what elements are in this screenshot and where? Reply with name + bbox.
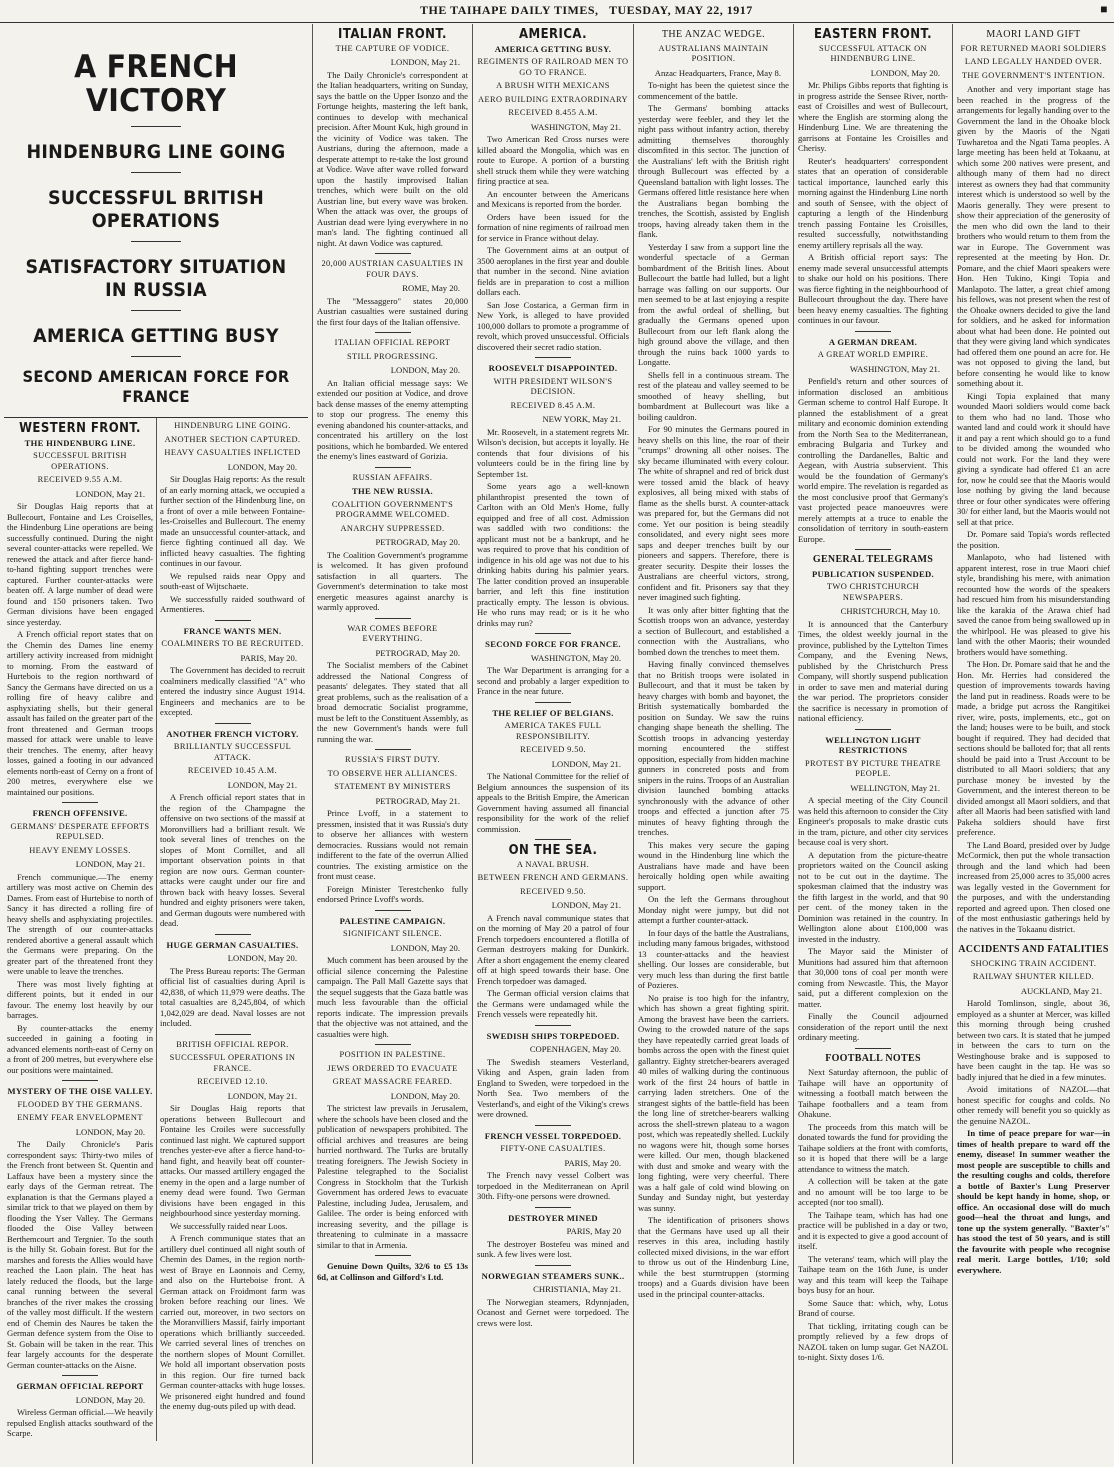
divider [535, 1025, 571, 1026]
paragraph: The Government has decided to recruit coalminers medically classified "A" who entered the industry since August 1914. Engineers and mechanics are to be excepted. [160, 665, 305, 717]
paragraph: Sir Douglas Haig reports: As the result of an early morning attack, we occupied a further section of the Hindenburg line, on a front of over a mile between Fontaine-les-Croiselles and Bullecourt. The enemy made an unsuccessful counter-attack, and fierce fighting continued all day. We inflicted heavy casualties. The fighting continues in our favour. [160, 474, 305, 568]
divider [131, 356, 181, 357]
paragraph: A British official report says: The enemy made several unsuccessful attempts to shake our hold on his positions. There was fierce fighting in the neighbourhood of Bullecourt throughout the day. There have been heavy enemy casualties. The fighting continues in our favour. [798, 252, 948, 325]
story-heading: ANOTHER FRENCH VICTORY. [166, 728, 299, 739]
paragraph: The National Committee for the relief of Belgium announces the suspension of its appeals to the British Empire, the American Government having assumed all financial responsibility for the work of the relief commission. [477, 771, 629, 834]
subheading: TO OBSERVE HER ALLIANCES. [327, 768, 458, 778]
paragraph: The German official version claims that the Germans were undamaged while the French vessels were repeatedly hit. [477, 988, 629, 1019]
paragraph: In four days of the battle the Australians, including many famous brigades, withstood 13 counter-attacks and the heaviest shelling. Our losses are considerable, but very much less than during the first battle of Pozieres. [638, 927, 789, 990]
headline-main: A FRENCH VICTORY [74, 49, 238, 119]
divider [131, 241, 181, 242]
section-heading: WESTERN FRONT. [19, 421, 141, 436]
divider [62, 802, 98, 803]
paragraph: Two American Red Cross nurses were killed aboard the Mongolia, which was en route to Europe. A portion of a bursting shell struck them while they were watching firing practice at sea. [477, 134, 629, 186]
subheading: AMERICA GETTING BUSY. [494, 43, 612, 54]
story-heading: 20,000 AUSTRIAN CASUALTIES IN FOUR DAYS. [321, 259, 464, 279]
story-heading: POSITION IN PALESTINE. [339, 1050, 446, 1059]
subheading: THE CAPTURE OF VODICE. [335, 43, 450, 53]
subheading: SUCCESSFUL OPERATIONS IN FRANCE. [169, 1053, 296, 1073]
section-heading: ITALIAN FRONT. [338, 27, 447, 42]
subheading: HEAVY ENEMY LOSSES. [29, 845, 131, 855]
paragraph: Next Saturday afternoon, the public of Taihape will have an opportunity of witnessing a football match between the Taihape footballers and a team from Ohakune. [798, 1067, 948, 1119]
paragraph: Mr. Roosevelt, in a statement regrets Mr. Wilson's decision, but accepts it loyally. He contends that four divisions of his volunteers could be in the firing line by September 1st. [477, 426, 629, 479]
dateline: PARIS, May 20 [566, 1226, 621, 1236]
paragraph: Some years ago a well-known philanthropist presented the town of Carlton with an Old Men's Home, fully equipped and free of all cost. Admission was saddled with two conditions: the applicant must not be a bankrupt, and he was required to prove that his condition of indigence in his old age was not due to his drinking habits during his palmier years. The latter condition proved an insuperable barrier, and left this fine institution practically empty. The lesson is obvious. He who runs may read; or is it he who drinks may run? [477, 481, 629, 628]
paragraph: By counter-attacks the enemy succeeded in gaining a footing in advanced elements north-east of Cerny on a front of 200 metres, but everywhere else our positions were maintained. [7, 1022, 153, 1075]
divider [855, 1048, 891, 1049]
paragraph: The Swedish steamers Vesterland, Viking and Aspen, grain laden from England to Sweden, were torpedoed in the North Sea. Two members of the Vesterland's, and eight of the Viking's crews were drowned. [477, 1056, 629, 1119]
subheading: THE HINDENBURG LINE. [24, 437, 136, 448]
divider [855, 729, 891, 730]
subheading: COALMINERS TO BE RECRUITED. [161, 639, 304, 648]
paragraph: We successfully raided near Loos. [170, 1220, 288, 1231]
paragraph: The Socialist members of the Cabinet addressed the National Congress of peasants' delegates. They stated that all great problems, such as the realisation of a broad democratic Socialist programme, must be left to the Constituent Assembly, as the new Government's hands were full running the war. [317, 660, 468, 744]
received-time: RECEIVED 12.10. [197, 1077, 268, 1086]
paragraph: Having finally convinced themselves that no British troops were isolated in Bullecourt, and that it must be taken by heavy charges with bomb and bayonet, the British systematically bombarded the position on Sunday. We saw the ruins changing shape beneath the shelling. The Scottish troops in advancing yesterday morning encountered the stiffest opposition, especially from hidden machine gunners in concreted posts and from snipers in the ruins. Troops of an Australian division launched bombing attacks synchronously with the advance of other troops and effected a junction after 75 minutes of heavy fighting through the trenches. [638, 659, 789, 837]
subheading: STATEMENT BY MINISTERS [334, 782, 451, 791]
paragraph: A deputation from the picture-theatre proprietors waited on the Council asking not to be cut out in the daytime. The spokesman claimed that the industry was the fifth largest in the world, and that 90 per cent. of the money taken in the Dominion was retained in the country. In Wellington alone about £100,000 was invested in the industry. [798, 849, 948, 944]
story-heading: WELLINGTON LIGHT RESTRICTIONS [825, 734, 921, 755]
subheading: HINDENBURG LINE GOING. [174, 421, 291, 430]
dateline: LONDON, May 20. [227, 953, 297, 963]
subheading: HEAVY CASUALTIES INFLICTED [164, 448, 301, 457]
story-heading: DESTROYER MINED [508, 1212, 598, 1223]
paragraph: On the left the Germans throughout Monday night were jumpy, but did not attempt a further counter-attack. [638, 894, 789, 925]
subheading: FOR RETURNED MAORI SOLDIERS [960, 43, 1107, 53]
subcolumn-hindenburg [156, 418, 308, 1441]
received-time: RECEIVED 8.45 A.M. [510, 400, 596, 410]
subheading: LAND LEGALLY HANDED OVER. [964, 57, 1103, 66]
divider [375, 618, 411, 619]
subheading: THE NEW RUSSIA. [352, 486, 433, 496]
subheading: SUCCESSFUL ATTACK ON HINDENBURG LINE. [818, 43, 927, 63]
dateline: LONDON, May 20. [227, 461, 297, 472]
paragraph: The Coalition Government's programme is welcomed. It has given profound satisfaction in all quarters. The Government's determination to take most energetic measures against anarchy is warmly approved. [317, 549, 468, 612]
divider [535, 357, 571, 358]
divider [375, 1255, 411, 1256]
headline-3: SUCCESSFUL BRITISH OPERATIONS [47, 187, 265, 232]
paragraph: Wireless German official.—We heavily repulsed English attacks southward of the Scarpe. [7, 1407, 153, 1438]
masthead-line [420, 3, 753, 18]
paragraph: It is announced that the Canterbury Times, the oldest weekly journal in the province, published by the Lyttelton Times Company, and the Evening News, published by the Christchurch Press Company, will shortly suspend publication in order to save men and material during the war period. The proprietors consider the sacrifice is necessary in promotion of national efficiency. [798, 618, 948, 723]
section-heading: ON THE SEA. [508, 843, 598, 858]
paragraph: To-night has been the quietest since the commencement of the battle. [638, 80, 789, 101]
paragraph: The destroyer Bostefeu was mined and sunk. A few lives were lost. [477, 1238, 629, 1259]
story-heading: GERMAN OFFICIAL REPORT [16, 1381, 144, 1391]
paragraph: An encounter between the Americans and Mexicans is reported from the border. [477, 188, 629, 209]
paragraph: Orders have been issued for the formation of nine regiments of railroad men for service in France without delay. [477, 211, 629, 243]
advertisement: Some Sauce that: which, why, Lotus Brand of course. [798, 1297, 948, 1318]
story-heading: SWEDISH SHIPS TORPEDOED. [486, 1030, 620, 1041]
story-heading: RUSSIAN AFFAIRS. [352, 472, 433, 482]
story-heading: WAR COMES BEFORE EVERYTHING. [347, 623, 438, 643]
divider [375, 749, 411, 750]
dateline: PETROGRAD, May 20. [375, 647, 460, 658]
subheading: THE GOVERNMENT'S INTENTION. [961, 70, 1106, 80]
dateline: LONDON, May 21. [390, 57, 460, 67]
dateline: LONDON, May 21. [75, 859, 145, 869]
paragraph: The Press Bureau reports: The German official list of casualties during April is 42,838, of which 11,979 were deaths. The total casualties are 8,245,804, of which 1,042,029 are dead. Naval losses are not included. [160, 965, 305, 1028]
divider [535, 633, 571, 634]
paragraph: This makes very secure the gaping wound in the Hindenburg line which the Australians have made and have been heroically holding open while awaiting support. [638, 839, 789, 892]
section-heading: THE ANZAC WEDGE. [661, 29, 766, 40]
dateline: LONDON, May 21. [75, 488, 145, 499]
dateline: ROME, May 20. [402, 283, 460, 293]
paragraph: A French official report states that on the Chemin des Dames line enemy artillery activity increased from midnight to morning. From the eastward of Hurtebois to the region northward of Sancy the Germans have directed on us a rolling fire of heavy calibre and asphyxiating shells, but their general assault has failed on the greater part of the front threatened and German troops massed for attack were unable to leave their trenches. The enemy, after heavy losses, gained a footing in our advanced elements north-east of Cerny on a front of 200 metres, everywhere else we maintained our positions. [7, 629, 153, 797]
subheading: A GREAT WORLD EMPIRE. [817, 350, 929, 359]
dateline: LONDON, May 20. [390, 942, 460, 953]
received-time: RECEIVED 10.45 A.M. [187, 766, 278, 775]
dateline: LONDON, May 20. [75, 1394, 145, 1405]
subheading: JEWS ORDERED TO EVACUATE [327, 1063, 458, 1073]
masthead [0, 0, 1114, 23]
dateline: LONDON, May 20. [390, 1090, 460, 1101]
paragraph: French communique.—The enemy artillery was most active on Chemin des Dames. From east of Hurtebise to north of Sancy it has directed a rolling fire of heavy shells and asphyxiating projectiles. The strength of our counter-attacks rendered abortive a general assault which the Germans were preparing. On the greater part of the threatened front they were unable to leave the trenches. [7, 871, 153, 976]
headline-5: AMERICA GETTING BUSY [33, 325, 279, 347]
paragraph: The Taihape team, which has had one practice will be published in a day or two, and it is expected to give a good account of itself. [798, 1209, 948, 1251]
section-heading: EASTERN FRONT. [813, 27, 933, 42]
subheading: PROTEST BY PICTURE THEATRE PEOPLE. [804, 758, 942, 778]
paragraph: A collection will be taken at the gate and no amount will be too large to be accepted (nor too small). [798, 1176, 948, 1207]
paragraph: We repulsed raids near Oppy and south-east of Wijtschaete. [160, 570, 305, 591]
story-heading: A GERMAN DREAM. [828, 336, 918, 347]
subheading: GREAT MASSACRE FEARED. [332, 1077, 453, 1086]
paragraph: Sir Douglas Haig reports that at Bullecourt, Fontaine and Les Croiselles, the Hindenburg Line operations are being successfully continued. During the night several counter-attacks were repelled. We renewed the attack and after fierce hand-to-hand fighting support trenches were captured. Further counter-attacks were beaten off. A large number of dead were found and 150 prisoners taken. Two German divisions have been engaged since yesterday. [7, 501, 153, 627]
subheading: SUCCESSFUL BRITISH OPERATIONS. [33, 451, 127, 471]
dateline: WASHINGTON, May 21. [849, 363, 940, 374]
advertisement: In time of peace prepare for war—in times of health prepare to ward off the enemy, disease! In summer weather the most people are susceptible to chills and the resulting coughs and colds, therefore a bottle of Baxter's Lung Preserver should be kept handy in home, shop, or office. An occasional dose will do much good—heal the throat and lungs, and tone up the system generally. "Baxter's" has stood the test of 50 years, and is still the favourite with people who recognise real merit. Large bottles, 1/10; sold everywhere. [957, 1128, 1110, 1275]
paragraph: Yesterday I saw from a support line the wonderful spectacle of a German bombardment of the British lines. About Bullecourt the battle had lulled, but a light barrage was falling on our supports. Our men seemed to be at last enjoying a respite from the awful ordeal of shelling, but gradually the Germans opened upon Bullecourt from our left flank along the high ground above the village, and then through the ruins back 1000 yards to Longatte. [638, 241, 789, 367]
story-heading: THE RELIEF OF BELGIANS. [492, 707, 614, 718]
divider [535, 1265, 571, 1266]
divider [855, 331, 891, 332]
paragraph: The veterans' team, which will play the Taihape team on the 16th June, is under way and this team will keep the Taihape boys busy for an hour. [798, 1253, 948, 1295]
paragraph: Prince Lvoff, in a statement to pressmen, insisted that it was Russia's duty to observe her alliances with western democracies. Russians would not remain indifferent to the fate of the overrun Allied countries. The existing armistice on the front must cease. [317, 808, 468, 881]
divider [131, 172, 181, 173]
dateline: COPENHAGEN, May 20. [529, 1044, 621, 1054]
story-heading: FRENCH OFFENSIVE. [32, 808, 128, 818]
subheading: FLOODED BY THE GERMANS. [17, 1099, 143, 1109]
dateline: AUCKLAND, May 21. [1020, 985, 1102, 996]
dateline: Anzac Headquarters, France, May 8. [654, 67, 781, 78]
paragraph: Another and very important stage has been reached in the progress of the arrangements for legally handing over to the Government the land in the Ohoake block given by the Maoris of the Ngati Tuwharetoa and the Ngati Tama peoples. A large meeting has been held at Tokaanu, at which some 200 natives were present, and although many of them had no direct interest as owners they had that community interest which is understood so well by the Maoris generally. They were present to show their appreciation of the generosity of the men who did own the land to their brothers who would return to them from the war in Europe. The Government was represented at the meeting by Hon. Dr. Pomare, and the chief Maori speakers were Hon. Hen Tukino, Kingi Topia and Manlapoto. The latter, a great chief among his fellows, was not present when the rest of the Ohoake owners decided to give the land for soldiers, and he asked for information about what had been done. He pointed out that they were giving land which syndicates had offered them one pound an acre for. He was not opposed to giving the land, but before consenting he would like to know something about it. [957, 84, 1110, 388]
paragraph: The identification of prisoners shows that the Germans have used up all their reserves in this area, including hastily collected mixed divisions, in the war effort to throw us out of the Hindenburg Line, while the best sturmtruppen (storming troops) and a Guards division have been used in the principal counter-attacks. [638, 1215, 789, 1299]
paragraph: A French communique states that an artillery duel continued all night south of Chemin des Dames, in the region north-west of Braye en Laonnois and Cerny, and also on the Hurteboise front. A German attack on Froidmont farm was broken before reaching our lines. We carried out, moreover, in two sectors on the Moranvilliers Massif, fairly important operations which brilliantly succeeded. We carried several lines of trenches on the northern slopes of Mount Cornillet. We hold all important observation posts in this region. Our fire turned back German counter-attacks with huge losses. We prisonered eight hundred and found the enemy dug-outs piled up with dead. [160, 1233, 305, 1411]
divider [375, 253, 411, 254]
paragraph: Penfield's return and other sources of information disclosed an ambitious German scheme to control Half Europe. It planned the establishment of a great military and economic dominion extending from the North Sea to the Mediterranean, embracing Bulgaria and Turkey and controlling the Dardanelles, Baltic and Aegean, with Austria subservient. This would be the foundation of Germany's world empire. The revelation is regarded as the most conclusive proof that Germany's vast projected peace manoeuvres were merely attempts at a truce to enable the consolidation of territory in south-eastern Europe. [798, 376, 948, 544]
advertisement: Avoid imitations of NAZOL—that honest specific for coughs and colds. No other remedy will benefit you so quickly as the genuine NAZOL. [957, 1084, 1110, 1126]
paragraph: Sir Douglas Haig reports that operations between Bullecourt and Fontaine les Croiles were successfully continued last night. We captured support trenches yester-eve after a fierce hand-to-hand fight, and heavily beat off counter-attacks. Our massed artillery engaged the enemy in the open and a large number of enemy dead were found. Two German divisions have been engaged in this neighbourhood since yesterday morning. [160, 1103, 305, 1218]
divider [62, 1080, 98, 1081]
story-heading: FRENCH VESSEL TORPEDOED. [484, 1130, 622, 1141]
story-heading: PALESTINE CAMPAIGN. [339, 915, 446, 926]
subheading: TWO CHRISTCHURCH NEWSPAPERS. [826, 582, 920, 602]
paragraph: A French official report states that in the region of the Champagne the offensive on two sections of the massif at Moronvilliers had a brilliant result. We took several lines of trenches on the slopes of Mont Cornillet, and all important observation points in that region are now ours. German counter-attacks were caught under our fire and thrown back with heavy losses. Several hundred and eighty prisoners were taken, and German dugouts were numbered with dead. [160, 792, 305, 928]
divider [535, 702, 571, 703]
dateline: CHRISTIANIA, May 21. [533, 1284, 621, 1294]
subheading: BRILLIANTLY SUCCESSFUL ATTACK. [173, 742, 292, 762]
subheading: SIGNIFICANT SILENCE. [342, 929, 443, 938]
subheading: A BRUSH WITH MEXICANS [496, 81, 610, 90]
paragraph: The Mayor said the Minister of Munitions had assured him that afternoon that 30,000 tons of coal per month were coming from Newcastle. This, the Mayor said, put a different complexion on the matter. [798, 946, 948, 1009]
paragraph: The "Messaggero" states 20,000 Austrian casualties were sustained during the first four days of the Italian offensive. [317, 295, 468, 327]
column-america [472, 24, 633, 1464]
received-time: RECEIVED 9.50. [520, 745, 586, 754]
dateline: PARIS, May 20. [564, 1157, 621, 1168]
story-heading: HUGE GERMAN CASUALTIES. [166, 939, 299, 950]
divider [131, 310, 181, 311]
divider [62, 1375, 98, 1376]
paragraph: The Land Board, presided over by Judge McCormick, then put the whole transaction through and the land which had been increased from 25,000 acres to 35,000 acres was legally vested in the Government for the purposes, and with the understanding reported and agreed upon. Then closed one of the most enthusiastic gatherings held by the natives in the Tokaanu district. [957, 839, 1110, 934]
paragraph: The Germans' bombing attacks yesterday were feebler, and they let the night pass without infantry action, thereby admitting themselves thoroughly discomfited in this sector. The junction of the Australians' left with the British right through Bullecourt was effected by a Queensland battalion with light losses. The Germans offered little resistance here when the Australians began bombing the trenches, the Scottish, assisted by English troops, having already taken them in the flank. [638, 103, 789, 239]
paragraph: Dr. Pomare said Topia's words reflected the position. [957, 529, 1110, 550]
paragraph: Much comment has been aroused by the official silence concerning the Palestine campaign. The Pall Mall Gazette says that the sequel suggests that the Gaza battle was much less favourable than the official reports indicate. The impression prevails that the objective was not attained, and the casualties were high. [317, 955, 468, 1039]
paragraph: The Government aims at an output of 3500 aeroplanes in the first year and double that number in the second. Nine aviation fields are in preparation to cost a million dollars each. [477, 245, 629, 297]
divider [1016, 939, 1052, 940]
divider [215, 723, 251, 724]
column-italian-front [312, 24, 472, 1464]
dateline: WASHINGTON, May 20. [530, 652, 621, 663]
headline-2: HINDENBURG LINE GOING [26, 141, 286, 163]
newspaper-title: THE TAIHAPE DAILY TIMES, [420, 3, 599, 17]
story-heading: FRANCE WANTS MEN. [183, 625, 282, 636]
issue-date: TUESDAY, MAY 22, 1917 [609, 3, 753, 17]
paragraph: Shells fell in a continuous stream. The rest of the plateau and valley seemed to be smoothed of heavy shelling, but bombardment at Bullecourt was like a boiling cauldron. [638, 369, 789, 422]
subheading: BETWEEN FRENCH AND GERMANS. [477, 873, 629, 882]
story-heading: ACCIDENTS AND FATALITIES [958, 944, 1109, 955]
subcolumn-western-front [4, 418, 156, 1441]
paragraph: Finally the Council adjourned consideration of the report until the next ordinary meeting. [798, 1011, 948, 1042]
headline-4: SATISFACTORY SITUATION IN RUSSIA [25, 256, 287, 301]
divider [375, 332, 411, 333]
paragraph: The French navy vessel Colbert was torpedoed in the Mediterranean on April 30th. Fifty-one persons were drowned. [477, 1170, 629, 1201]
subheading: A NAVAL BRUSH. [516, 859, 590, 869]
page-mark: ■ [1100, 2, 1108, 16]
divider [215, 620, 251, 621]
subheading: SHOCKING TRAIN ACCIDENT. [970, 958, 1097, 968]
dateline: PETROGRAD, May 20. [375, 537, 460, 547]
column-anzac-wedge [633, 24, 793, 1464]
story-heading: RUSSIA'S FIRST DUTY. [344, 755, 441, 764]
story-heading: FOOTBALL NOTES [825, 1052, 921, 1064]
dateline: LONDON, May 20. [870, 67, 940, 78]
received-time: RECEIVED 9.50. [520, 886, 586, 896]
paragraph: Mr. Philips Gibbs reports that fighting is in progress astride the Sensee River, north-east of Croisilles and west of Bullecourt, where the English are storming along the Hindenburg Line. We are threatening the garrisons at Fontaine les Croisilles and Cherisy. [798, 80, 948, 153]
paragraph: A special meeting of the City Council was held this afternoon to consider the City Engineer's proposals to make drastic cuts in the tram, picture, and other city services because coal is very short. [798, 795, 948, 847]
dateline: CHRISTCHURCH, May 10. [840, 606, 940, 616]
story-heading: BRITISH OFFICIAL REPOR. [176, 1039, 289, 1049]
dateline: WASHINGTON, May 21. [530, 121, 621, 132]
paragraph: An Italian official message says: We extended our position at Vodice, and drove back dense masses of the enemy attempting to stop our progress. The enemy this evening abandoned his counter-attacks, and concentrated his artillery on the lost positions, which he bombarded. We entered the enemy's lines eastward of Gorizia. [317, 377, 468, 461]
paragraph: The Daily Chronicle's correspondent at the Italian headquarters, writing on Sunday, says the battle on the Upper Isonzo and the Fortunge heights, mastering the left bank, continues to develop with mechanical precision. After Mount Kuk, high ground in the vicinity of Vodice was taken. The Austrians, during the afternoon, made a desperate attempt to re-take the lost ground at Vodice. Wave after wave rolled forward upon the hastily improvised Italian trenches, which were built on the old Austrian line, but every wave was broken. When the attack was over, the groups of Austrian dead were lying everywhere in no man's land. The fighting continued all night. At dawn Vodice was captured. [317, 69, 468, 248]
paragraph: The Norwegian steamers, Rdynnjaden, Ocanost and Gernet were torpedoed. The crews were lost. [477, 1296, 629, 1328]
divider [375, 910, 411, 911]
paragraph: San Jose Costarica, a German firm in New York, is alleged to have provided 100,000 dollars to promote a programme of revolt, which proved unsuccessful. Officials discovered their secret radio station. [477, 299, 629, 352]
dateline: LONDON, May 20. [75, 1126, 145, 1137]
received-time: RECEIVED 9.55 A.M. [37, 475, 123, 484]
dateline: WELLINGTON, May 21. [850, 782, 940, 793]
paragraph: There was most lively fighting at different points, but it ended in our favour. The enemy lost heavily by our barrages. [7, 978, 153, 1020]
column-eastern-front [793, 24, 952, 1464]
section-heading: MAORI LAND GIFT [986, 29, 1081, 40]
story-heading: ROOSEVELT DISAPPOINTED. [488, 363, 618, 373]
story-heading: MYSTERY OF THE OISE VALLEY. [7, 1086, 153, 1096]
dateline: PETROGRAD, May 21. [375, 795, 460, 806]
paragraph: Foreign Minister Terestchenko fully endorsed Prince Lvoff's words. [317, 883, 468, 904]
subheading: WITH PRESIDENT WILSON'S DECISION. [493, 376, 613, 396]
subheading: GERMANS' DESPERATE EFFORTS REPULSED. [10, 821, 150, 841]
divider [375, 1044, 411, 1045]
subheading: AUSTRALIANS MAINTAIN POSITION. [658, 43, 769, 63]
divider [131, 126, 181, 127]
paragraph: For 90 minutes the Germans poured in heavy shells on this line, the roar of their "crumps" drowning all other noises. The sky became illuminated with every colour. The white of shrapnel and red of brick dust were tossed amid the black of heavy explosives, all being mixed with stabs of flame as the shells burst. A counter-attack was prepared for, but the Germans did not come. Yet our position is being steadily consolidated, and every night sees more saps and deeper trenches built by our pioneers and sappers. Therefore, there is greater security. Despite their losses the Australians are cheerful victors, strong, confident and fit. Prisoners say that they never imagined such fighting. [638, 424, 789, 602]
subheading: ANOTHER SECTION CAPTURED. [164, 434, 301, 444]
dateline: LONDON, May 21. [551, 900, 621, 910]
divider [535, 1207, 571, 1208]
dateline: LONDON, May 20. [390, 365, 460, 375]
headline-6: SECOND AMERICAN FORCE FOR FRANCE [22, 367, 290, 406]
subheading: PUBLICATION SUSPENDED. [812, 568, 934, 579]
divider [375, 467, 411, 468]
advertisement: That tickling, irritating cough can be promptly relieved by a few drops of NAZOL taken on lump sugar. Get NAZOL to-night. Sixty doses 1/6. [798, 1320, 948, 1362]
story-heading: ITALIAN OFFICIAL REPORT [334, 338, 451, 347]
paragraph: It was only after bitter fighting that the Scottish troops won an advance, yesterday a section of Bullecourt, and established a connection with the Australians, who bombed down the trenches to meet them. [638, 604, 789, 657]
lead-subcolumns [4, 417, 308, 1441]
paragraph: A French naval communique states that on the morning of May 20 a patrol of four French torpedoers encountered a flotilla of German destroyers making for Dunkirk. After a short engagement the enemy cleared off at high speed towards their base. One French torpedoer was damaged. [477, 912, 629, 986]
column-maori-land [952, 24, 1114, 1464]
divider [855, 549, 891, 550]
paragraph: The Daily Chronicle's Paris correspondent says: Thirty-two miles of the French front between St. Quentin and Laffaux have been a mystery since the early days of the German retreat. The explanation is that the Germans played a similar trick to that we played on them by flooding the Yser Valley. The Germans flooded the Oise Valley between Berthemcourt and Tergnier. To the south is the hilly St. Gobain forest. But for the marshes and forests the Allies would have reached the Laon plain. The heat has lately reduced the floods, but the large canal running between the several branches of the river makes the crossing of the valley most difficult. If the western end of Chemin des Naures be taken the German defence system from the Oise to St. Gobain will be taken in the rear. This fear largely accounts for the desperate German counter-attacks on the Aisne. [7, 1139, 153, 1370]
subheading: COALITION GOVERNMENT'S PROGRAMME WELCOMED. [331, 499, 454, 519]
dateline: LONDON, May 21. [227, 779, 297, 790]
divider [215, 934, 251, 935]
subheading: FIFTY-ONE CASUALTIES. [500, 1144, 606, 1153]
subheading: AMERICA TAKES FULL RESPONSIBILITY. [504, 721, 602, 741]
dateline: LONDON, May 21. [551, 758, 621, 769]
subheading: AERO BUILDING EXTRAORDINARY [478, 94, 628, 104]
story-heading: NORWEGIAN STEAMERS SUNK.. [481, 1270, 625, 1281]
subheading: STILL PROGRESSING. [346, 351, 439, 361]
paragraph: Reuter's headquarters' correspondent states that an operation of considerable tactical importance, launched early this morning against the Hindenburg Line north and south of Sensee, with the object of capturing a length of the Hindenburg trench passing Fontaine les Croisilles, resulted successfully, notwithstanding enemy artillery reprisals all the way. [798, 155, 948, 250]
divider [535, 839, 571, 840]
subheading: ENEMY FEAR ENVELOPMENT [17, 1113, 143, 1122]
story-heading: GENERAL TELEGRAMS [812, 554, 934, 565]
paragraph: The proceeds from this match will be donated towards the fund for providing the Taihape soldiers at the front with comforts, so it is hoped that there will be a large attendance to witness the match. [798, 1121, 948, 1174]
dateline: NEW YORK, May 21. [542, 414, 621, 424]
subheading: RAILWAY SHUNTER KILLED. [972, 972, 1095, 981]
dateline: PARIS, May 20. [240, 652, 297, 663]
paragraph: We successfully raided southward of Armentieres. [160, 593, 305, 614]
story-heading: SECOND FORCE FOR FRANCE. [485, 639, 621, 649]
received-time: RECEIVED 8.455 A.M. [508, 108, 598, 117]
paragraph: The Hon. Dr. Pomare said that he and the Hon. Mr. Herries had considered the question of improvements towards having the land put in readiness. Roads were to be made, a bridge put across the Rangitikei river, wire, posts, implements, etc., got on the land; houses were to be built, and stock bought if required. They had decided that sections should be balloted for; that all rents should be paid into a Trust Account to be distributed to all Maori soldiers; that any purchase money be invested by the Government, and the interest thereon to be divided amongst all Maori soldiers, and that after all Maoris had been satisfied with land Pakeha soldiers should have first preference. [957, 659, 1110, 837]
subheading: REGIMENTS OF RAILROAD MEN TO GO TO FRANCE. [477, 57, 629, 77]
advertisement: Genuine Down Quilts, 32/6 to £5 13s 6d, at Collinson and Gilford's Ltd. [317, 1261, 468, 1282]
paragraph: Harold Tomlinson, single, about 36, employed as a shunter at Mercer, was killed this morning through being crushed between two cars. It is stated that he jumped in between the cars to turn on the Westinghouse brake and is supposed to have been caught in the tap. He was so badly injured that he died in a few minutes. [957, 998, 1110, 1082]
divider [215, 1034, 251, 1035]
section-heading: AMERICA. [519, 27, 587, 42]
paragraph: The strictest law prevails in Jerusalem, where the schools have been closed and the publication of newspapers prohibited. The official archives and treasures are being hurried northward. The Turks are brutally treating foreigners. The Jewish Society in Palestine telegraphed to the Socialist Congress in Stockholm that the Turkish Government has ordered Jews to evacuate Palestine, including Judea, Jerusalem, and Galilee. The order is being enforced with increasing severity, and the pillage is threatening to culminate in a massacre similar to that in Armenia. [317, 1103, 468, 1250]
dateline: LONDON, May 21. [227, 1090, 297, 1101]
paragraph: Manlapoto, who had listened with apparent interest, rose in true Maori chief style, brandishing his mere, with animation recounted how the words of the speakers had rescued him from his misunderstanding like the karakia of the Arawa chief had saved the canoe from being swallowed up in the whirlpool. He was pleased to give his land with the other Maoris; their wounded brothers would have something. [957, 552, 1110, 657]
divider [535, 1125, 571, 1126]
column-lead [0, 24, 312, 1464]
paragraph: Kingi Topia explained that many wounded Maori soldiers would come back to them who had no land. Those who wanted land and could work it should have it and pay a rent which should go to a fund to be divided among the wounded who could not work. For the land they were giving a syndicate had offered £1 an acre for, now he could see that the Maoris would lose nothing by giving the land because three or four other syndicates were offering 30/ for either land, but the Maoris would not sell at that price. [957, 390, 1110, 527]
paragraph: No praise is too high for the infantry, which has shown a great fighting spirit. Among the bravest have been the carriers. Owing to the crowded nature of the saps they have repeatedly carried great loads of bombs across the open with the finest quiet gallantry. Eighty stretcher-bearers averaged 40 miles of walking during the continuous work of the first 24 hours of battle in carrying laden stretchers. One of the strangest sights of the battle-field has been the long line of stretcher-bearers walking across the shell-strewn plateau to a wagon post, which was repeatedly shelled. Luckily no wagons were hit, though some horses were killed. Our men, though blackened with dust and smoke and weary with the long fighting, were very cheerful. There was a half gale of cold wind blowing on Sunday and Sunday night, but yesterday was sunny. [638, 992, 789, 1213]
paragraph: The War Department is arranging for a second and probably a larger expedition to France in the near future. [477, 665, 629, 696]
subheading: ANARCHY SUPPRESSED. [340, 523, 445, 533]
